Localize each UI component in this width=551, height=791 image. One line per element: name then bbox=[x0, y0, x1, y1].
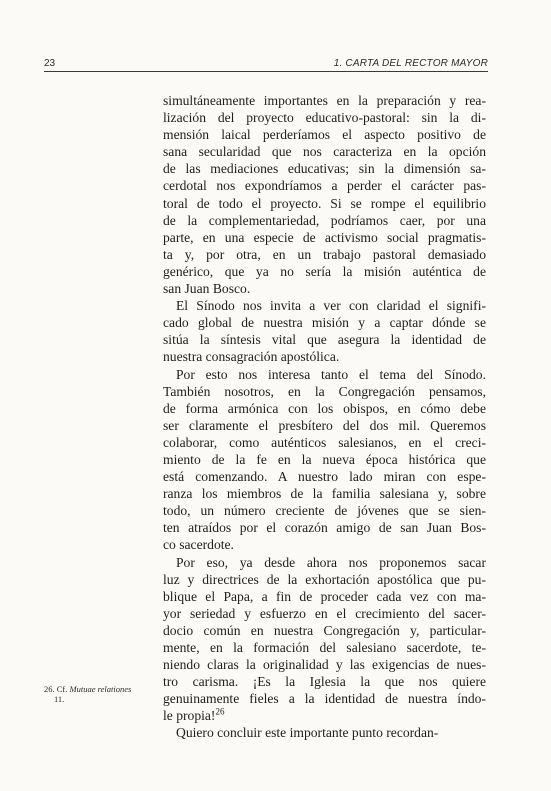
footnote-work-title: Mutuae relationes bbox=[69, 684, 132, 694]
text-line: niendo claras la originalidad y las exigencias de nues- bbox=[163, 657, 486, 673]
text-line: blique el Papa, a fin de proceder cada vez con ma- bbox=[163, 588, 486, 604]
text-line: luz y directrices de la exhortación apostólica que pu- bbox=[163, 571, 486, 587]
text-line: genérico, que ya no sería la misión auténtica de bbox=[163, 263, 486, 279]
text-line: está comenzando. A nuestro lado miran con espe- bbox=[163, 469, 486, 485]
text-line: miento de la fe en la nueva época histórica que bbox=[163, 451, 486, 467]
footnote-prefix: Cf. bbox=[56, 684, 68, 694]
text-line: docio común en nuestra Congregación y, particular- bbox=[163, 622, 486, 638]
text-line: ten atraídos por el corazón amigo de san Juan Bos- bbox=[163, 520, 486, 536]
text-line: nuestra consagración apostólica. bbox=[163, 349, 340, 365]
text-line: de forma armónica con los obispos, en cómo debe bbox=[163, 400, 486, 416]
text-line: cerdotal nos expondríamos a perder el carácter pas- bbox=[163, 178, 486, 194]
text-line: Por eso, ya desde ahora nos proponemos sacar bbox=[176, 554, 486, 570]
text-line: Quiero concluir este importante punto recordan- bbox=[176, 725, 439, 741]
text-line: yor seriedad y esfuerzo en el crecimiento del sacer- bbox=[163, 605, 486, 621]
text-line: san Juan Bosco. bbox=[163, 281, 251, 297]
text-line-content: le propia! bbox=[163, 708, 216, 724]
text-line: También nosotros, en la Congregación pensamos, bbox=[163, 383, 486, 399]
text-line: toral de todo el proyecto. Si se rompe el equilibrio bbox=[163, 195, 486, 211]
text-line: ser claramente el presbítero del dos mil. Queremos bbox=[163, 417, 486, 433]
text-line-with-footnote bbox=[163, 707, 486, 724]
footnote-reference[interactable]: 26 bbox=[215, 706, 225, 717]
page-number: 23 bbox=[44, 58, 56, 69]
text-line: El Sínodo nos invita a ver con claridad el signifi- bbox=[176, 298, 486, 314]
text-line: de la complementariedad, podríamos caer, por una bbox=[163, 212, 486, 228]
text-line: mente, en la formación del salesiano sacerdote, te- bbox=[163, 640, 486, 655]
text-line: de las mediaciones educativas; sin la dimensión sa- bbox=[163, 161, 486, 177]
header-rule bbox=[44, 71, 488, 72]
text-line: co sacerdote. bbox=[163, 537, 234, 553]
footnote bbox=[44, 684, 152, 704]
text-line: todo, un número creciente de jóvenes que se sien- bbox=[163, 503, 486, 519]
text-line: Por esto nos interesa tanto el tema del Sínodo. bbox=[176, 366, 486, 382]
text-line: sitúa la síntesis vital que asegura la identidad de bbox=[163, 332, 486, 348]
text-line: tro carisma. ¡Es la Iglesia la que nos quiere bbox=[163, 674, 486, 690]
text-line: lización del proyecto educativo-pastoral: sin la di- bbox=[163, 110, 486, 126]
running-head: 1. CARTA DEL RECTOR MAYOR bbox=[333, 58, 488, 69]
text-line: parte, en una especie de activismo social pragmatis- bbox=[163, 229, 486, 245]
text-line: sana secularidad que nos caracteriza en la opción bbox=[163, 144, 486, 160]
text-line: cado global de nuestra misión y a captar dónde se bbox=[163, 315, 486, 331]
text-line: colaborar, como auténticos salesianos, en el creci- bbox=[163, 434, 486, 450]
text-line: ta y, por otra, en un trabajo pastoral demasiado bbox=[163, 246, 486, 262]
footnote-number: 26. bbox=[44, 684, 55, 694]
text-line: ranza los miembros de la familia salesiana y, sobre bbox=[163, 486, 486, 502]
text-line: simultáneamente importantes en la preparación y rea- bbox=[163, 93, 486, 108]
page-header bbox=[44, 58, 488, 72]
text-line: genuinamente fieles a la identidad de nuestra índo- bbox=[163, 691, 486, 707]
footnote-page: 11. bbox=[54, 694, 65, 704]
text-line: mensión laical perderíamos el aspecto positivo de bbox=[163, 127, 486, 143]
body-text bbox=[163, 92, 486, 742]
